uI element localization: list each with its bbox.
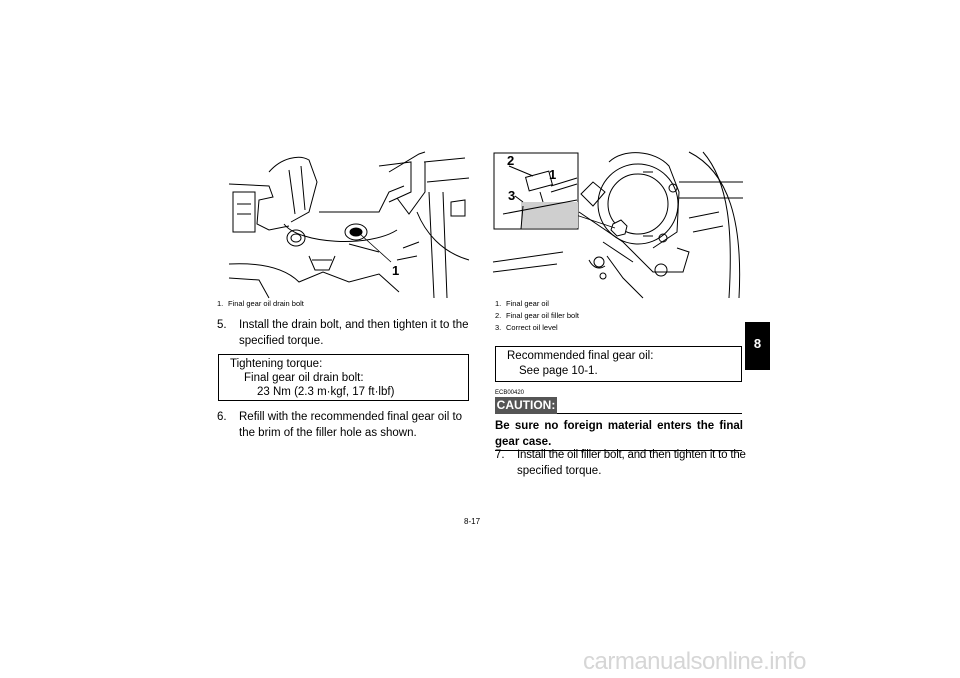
page-number: 8-17 (464, 517, 481, 526)
caption-item: 2. Final gear oil filler bolt (495, 311, 579, 320)
caption-item: 3. Correct oil level (495, 323, 558, 332)
callout-3: 3 (508, 188, 516, 203)
caption-item: 1. Final gear oil (495, 299, 549, 308)
caution-rule-top (557, 413, 742, 414)
caution-code: ECB00420 (495, 390, 525, 396)
filler-bolt-illustration (493, 152, 743, 298)
oil-title: Recommended final gear oil: (507, 350, 654, 362)
step-6: 6. Refill with the recommended final gear oil to the brim of the filler hole as shown. (217, 411, 463, 439)
callout-1-left: 1 (392, 263, 400, 278)
watermark: carmanualsonline.info (583, 648, 806, 675)
figure-caption-right (495, 298, 579, 334)
section-tab-number: 8 (753, 336, 762, 351)
torque-title: Tightening torque: (230, 358, 323, 370)
callout-1-right: 1 (549, 167, 557, 182)
step-5: 5. Install the drain bolt, and then tighten it to the specified torque. (217, 319, 469, 347)
figure-caption-left: 1. Final gear oil drain bolt (217, 299, 304, 308)
caution-text: Be sure no foreign material enters the final gear case. (495, 420, 743, 448)
torque-value: 23 Nm (2.3 m·kgf, 17 ft·lbf) (257, 386, 395, 398)
drain-bolt-illustration (229, 152, 469, 298)
torque-item: Final gear oil drain bolt: (244, 372, 364, 384)
step-7: 7. Install the oil filler bolt, and then tighten it to the specified torque. (495, 449, 746, 477)
oil-value: See page 10-1. (519, 365, 598, 377)
recommended-oil-box (495, 346, 742, 382)
callout-2: 2 (507, 153, 515, 168)
torque-spec-box (218, 354, 469, 401)
caution-label: CAUTION: (496, 398, 556, 412)
